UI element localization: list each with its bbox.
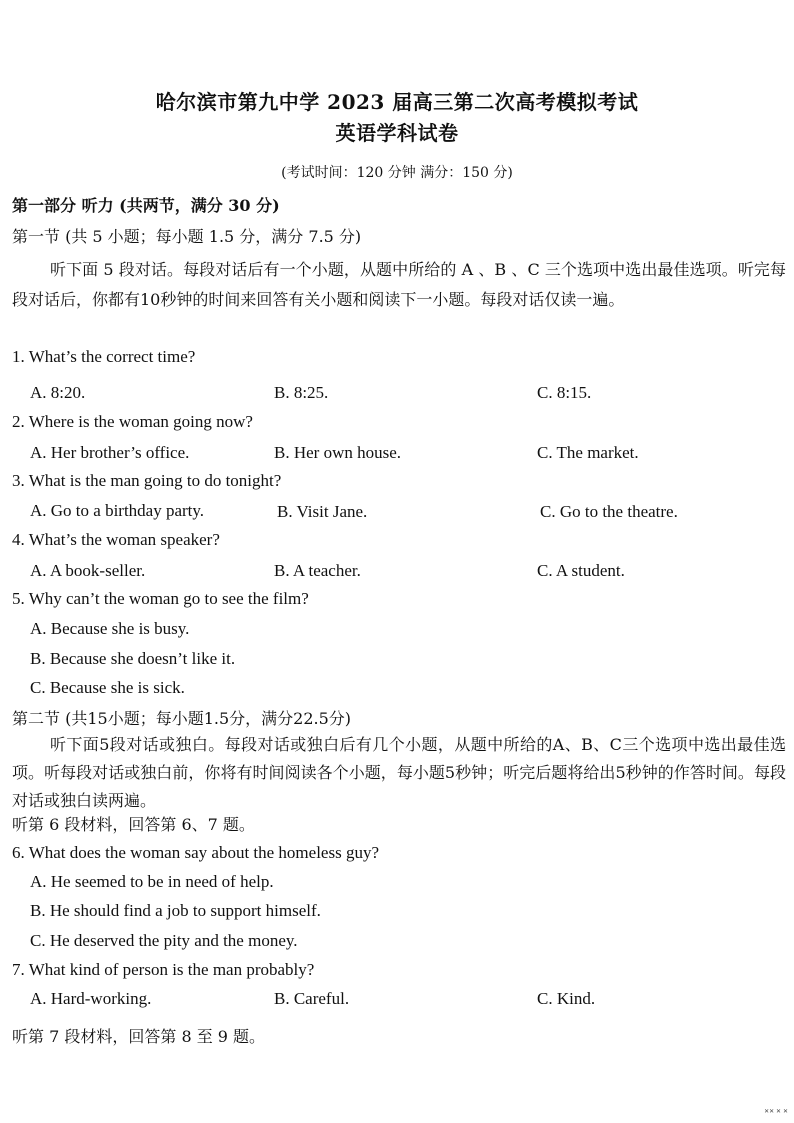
q7-option-c: C. Kind. <box>537 989 596 1008</box>
section1-heading: 第一节 (共 5 小题；每小题 1.5 分，满分 7.5 分) <box>12 227 362 246</box>
q3-option-b: B. Visit Jane. <box>277 502 368 521</box>
question-2: 2. Where is the woman going now? <box>12 412 253 431</box>
q6-option-a: A. He seemed to be in need of help. <box>30 872 274 891</box>
section1-instructions: 听下面 5 段对话。每段对话后有一个小题，从题中所给的 A 、B 、C 三个选项中选出最佳选项。听完每段对话后，你都有10秒钟的时间来回答有关小题和阅读下一小题。每段对话仅读一遍。 <box>12 260 786 309</box>
material-7-note: 听第 7 段材料，回答第 8 至 9 题。 <box>12 1027 266 1046</box>
q1-option-c: C. 8:15. <box>537 383 592 402</box>
material-6-note: 听第 6 段材料，回答第 6、7 题。 <box>12 815 255 834</box>
q3-option-a: A. Go to a birthday party. <box>30 501 205 520</box>
q5-option-a: A. Because she is busy. <box>30 619 190 638</box>
q6-option-c: C. He deserved the pity and the money. <box>30 931 298 950</box>
question-4: 4. What’s the woman speaker? <box>12 530 220 549</box>
q7-option-b: B. Careful. <box>274 989 350 1008</box>
question-6: 6. What does the woman say about the homeless guy? <box>12 843 379 862</box>
exam-subject-title: 英语学科试卷 <box>335 121 459 145</box>
q5-option-c: C. Because she is sick. <box>30 678 185 697</box>
question-1: 1. What’s the correct time? <box>12 347 196 366</box>
q5-option-b: B. Because she doesn’t like it. <box>30 649 236 668</box>
q1-option-b: B. 8:25. <box>274 383 329 402</box>
part1-heading: 第一部分 听力 (共两节，满分 30 分) <box>12 196 280 215</box>
q4-option-c: C. A student. <box>537 561 625 580</box>
question-5: 5. Why can’t the woman go to see the film? <box>12 589 309 608</box>
q2-option-b: B. Her own house. <box>274 443 402 462</box>
q4-option-a: A. A book-seller. <box>30 561 146 580</box>
page-corner-mark: ✕✕ ✕ ✕ <box>764 1108 788 1115</box>
q2-option-a: A. Her brother’s office. <box>30 443 190 462</box>
exam-title: 哈尔滨市第九中学 2023 届高三第二次高考模拟考试 <box>155 90 639 114</box>
q1-option-a: A. 8:20. <box>30 383 86 402</box>
question-3: 3. What is the man going to do tonight? <box>12 471 282 490</box>
q7-option-a: A. Hard-working. <box>30 989 152 1008</box>
section2-instructions: 听下面5段对话或独白。每段对话或独白后有几个小题，从题中所给的A、B、C三个选项中选出最佳选项。听每段对话或独白前，你将有时间阅读各个小题，每小题5秒钟；听完后题将给出5秒钟的作答时间。每段对话或独白读两遍。 <box>12 735 786 810</box>
q2-option-c: C. The market. <box>537 443 639 462</box>
section2-heading: 第二节 (共15小题；每小题1.5分，满分22.5分) <box>12 709 352 728</box>
q3-option-c: C. Go to the theatre. <box>540 502 678 521</box>
exam-time-info: (考试时间：120 分钟 满分：150 分) <box>281 165 513 181</box>
question-7: 7. What kind of person is the man probably? <box>12 960 315 979</box>
q6-option-b: B. He should find a job to support himself. <box>30 901 321 920</box>
q4-option-b: B. A teacher. <box>274 561 361 580</box>
